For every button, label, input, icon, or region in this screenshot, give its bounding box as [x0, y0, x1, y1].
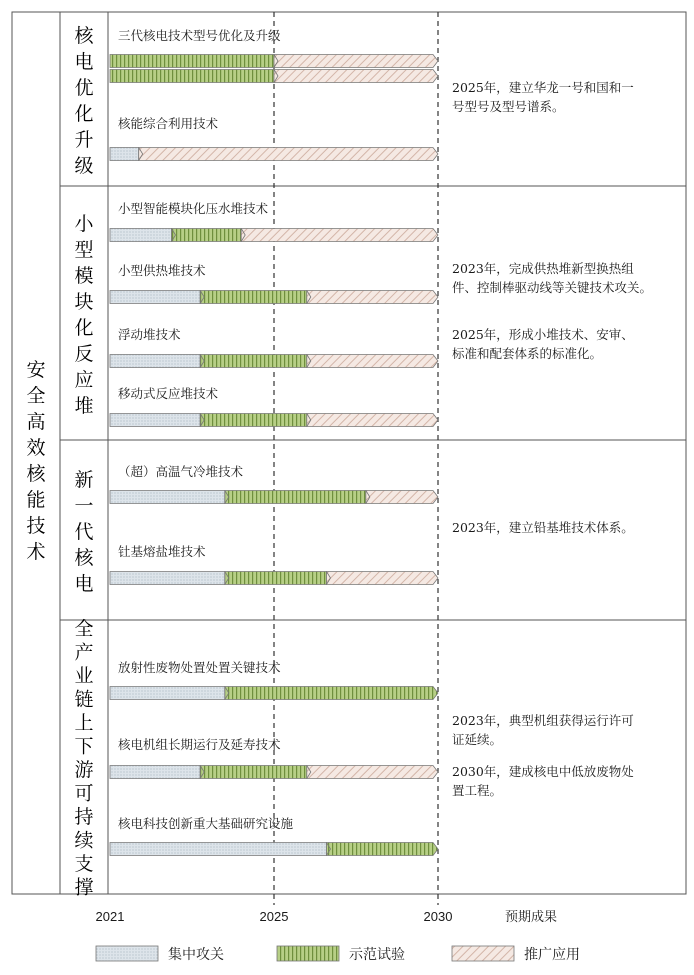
legend-label: 示范试验 — [349, 947, 405, 963]
group-name-char: 一 — [74, 494, 94, 517]
bar-segment-promo — [241, 229, 438, 242]
group-name-char: 续 — [74, 829, 94, 852]
tech-label: 核能综合利用技术 — [118, 116, 219, 131]
bar-segment-promo — [274, 55, 438, 68]
tech-label: 浮动堆技术 — [118, 327, 181, 342]
bar-segment-demo — [110, 55, 274, 68]
tech-bar — [110, 55, 438, 68]
legend-swatch — [277, 946, 339, 961]
tech-bar — [110, 572, 438, 585]
group-name-char: 模 — [74, 264, 94, 287]
tech-bar — [110, 355, 438, 368]
group-name-char: 级 — [74, 154, 94, 177]
chart-body — [26, 12, 686, 963]
bar-segment-promo — [326, 572, 438, 585]
bar-segment-demo — [225, 491, 366, 504]
group-name-char: 核 — [74, 546, 94, 569]
group-name-char: 持 — [74, 805, 94, 828]
group-name-char: 全 — [74, 617, 94, 640]
bar-segment-focus — [110, 148, 139, 161]
tech-label: （超）高温气冷堆技术 — [118, 464, 244, 479]
group-name-char: 小 — [74, 212, 94, 235]
bar-segment-promo — [139, 148, 438, 161]
group-name-char: 电 — [74, 50, 94, 73]
bar-segment-focus — [110, 291, 200, 304]
tech-bar — [110, 414, 438, 427]
bar-segment-promo — [307, 291, 438, 304]
tech-bar — [110, 766, 438, 779]
result-text: 2023年，典型机组获得运行许可证延续。 — [452, 713, 634, 747]
bar-segment-promo — [307, 355, 438, 368]
group-name-char: 电 — [74, 572, 94, 595]
group-name — [74, 618, 93, 899]
legend-swatch — [96, 946, 158, 961]
bar-segment-focus — [110, 572, 225, 585]
tech-bar — [110, 687, 438, 700]
bar-segment-promo — [366, 491, 438, 504]
bar-segment-promo — [274, 70, 438, 83]
group-name-char: 游 — [74, 758, 94, 781]
tech-bar — [110, 491, 438, 504]
group-name-char: 反 — [74, 342, 94, 365]
group-name-char: 链 — [74, 688, 94, 711]
bar-segment-focus — [110, 355, 200, 368]
legend-label: 集中攻关 — [168, 947, 224, 963]
group-name-char: 应 — [74, 368, 94, 391]
tech-bar — [110, 291, 438, 304]
bar-segment-focus — [110, 766, 200, 779]
x-tick-label: 2030 — [423, 909, 453, 924]
bar-segment-promo — [307, 766, 438, 779]
group-name-char: 支 — [74, 852, 94, 875]
group-name-char: 型 — [74, 238, 94, 261]
tech-label: 小型供热堆技术 — [118, 263, 206, 278]
bar-segment-demo — [200, 355, 307, 368]
x-tick-label: 2021 — [95, 909, 125, 924]
tech-bar — [110, 70, 438, 83]
tech-label: 钍基熔盐堆技术 — [118, 544, 206, 559]
chart-title-char: 效 — [26, 437, 46, 459]
chart-title-char: 术 — [26, 541, 46, 563]
group-name-char: 撑 — [74, 876, 94, 899]
group-name-char: 代 — [74, 520, 94, 543]
group-name — [74, 213, 94, 417]
bar-segment-focus — [110, 687, 225, 700]
bar-segment-demo — [225, 687, 438, 700]
bar-segment-demo — [326, 843, 438, 856]
group-name-char: 升 — [74, 128, 94, 151]
chart-title-char: 技 — [26, 515, 46, 537]
legend-item-demo — [277, 946, 405, 963]
group-name-char: 核 — [74, 24, 94, 47]
group-name-char: 化 — [74, 316, 94, 339]
group-name-char: 化 — [74, 102, 94, 125]
legend-item-focus — [96, 946, 224, 963]
x-tick-label: 2025 — [259, 909, 289, 924]
bar-segment-demo — [200, 414, 307, 427]
group-name-char: 上 — [74, 711, 94, 734]
bar-segment-focus — [110, 491, 225, 504]
tech-bar — [110, 229, 438, 242]
result-text: 2023年，建立铅基堆技术体系。 — [452, 520, 634, 535]
table-frame — [12, 12, 686, 894]
bar-segment-demo — [172, 229, 242, 242]
group-name-char: 产 — [74, 641, 94, 664]
tech-label: 移动式反应堆技术 — [118, 386, 219, 401]
group-name-char: 可 — [74, 782, 94, 805]
group-name-char: 业 — [74, 664, 94, 687]
group-name-char: 下 — [74, 735, 94, 758]
tech-bar — [110, 148, 438, 161]
bar-segment-demo — [200, 766, 307, 779]
tech-bar — [110, 843, 438, 856]
result-text: 2023年，完成供热堆新型换热组件、控制棒驱动线等关键技术攻关。 — [452, 261, 653, 295]
tech-label: 放射性废物处置处置关键技术 — [118, 660, 281, 675]
bar-segment-demo — [110, 70, 274, 83]
bar-segment-focus — [110, 843, 326, 856]
group-name-char: 块 — [74, 290, 94, 313]
chart-title-char: 高 — [26, 411, 46, 433]
group-name — [74, 25, 94, 177]
result-text: 2025年，形成小堆技术、安审、标准和配套体系的标准化。 — [452, 327, 634, 361]
chart-title-char: 安 — [26, 359, 46, 381]
legend-swatch — [452, 946, 514, 961]
result-header: 预期成果 — [504, 909, 558, 924]
group-name — [74, 469, 94, 595]
bar-segment-focus — [110, 229, 172, 242]
chart-title-vertical — [26, 359, 46, 563]
tech-label: 小型智能模块化压水堆技术 — [118, 201, 269, 216]
legend-label: 推广应用 — [524, 947, 580, 963]
chart-title-char: 全 — [26, 385, 46, 407]
result-text: 2030年，建成核电中低放废物处置工程。 — [452, 764, 634, 798]
bar-segment-promo — [307, 414, 438, 427]
legend-item-promo — [452, 946, 580, 963]
result-text: 2025年，建立华龙一号和国和一号型号及型号谱系。 — [452, 80, 634, 114]
bar-segment-demo — [200, 291, 307, 304]
chart-title-char: 核 — [26, 463, 46, 485]
group-name-char: 优 — [74, 76, 94, 99]
tech-label: 核电机组长期运行及延寿技术 — [118, 737, 281, 752]
bar-segment-focus — [110, 414, 200, 427]
tech-label: 三代核电技术型号优化及升级 — [118, 28, 281, 43]
group-name-char: 新 — [74, 468, 94, 491]
bar-segment-demo — [225, 572, 327, 585]
tech-label: 核电科技创新重大基础研究设施 — [118, 816, 294, 831]
group-name-char: 堆 — [74, 394, 94, 417]
chart-title-char: 能 — [26, 489, 46, 511]
